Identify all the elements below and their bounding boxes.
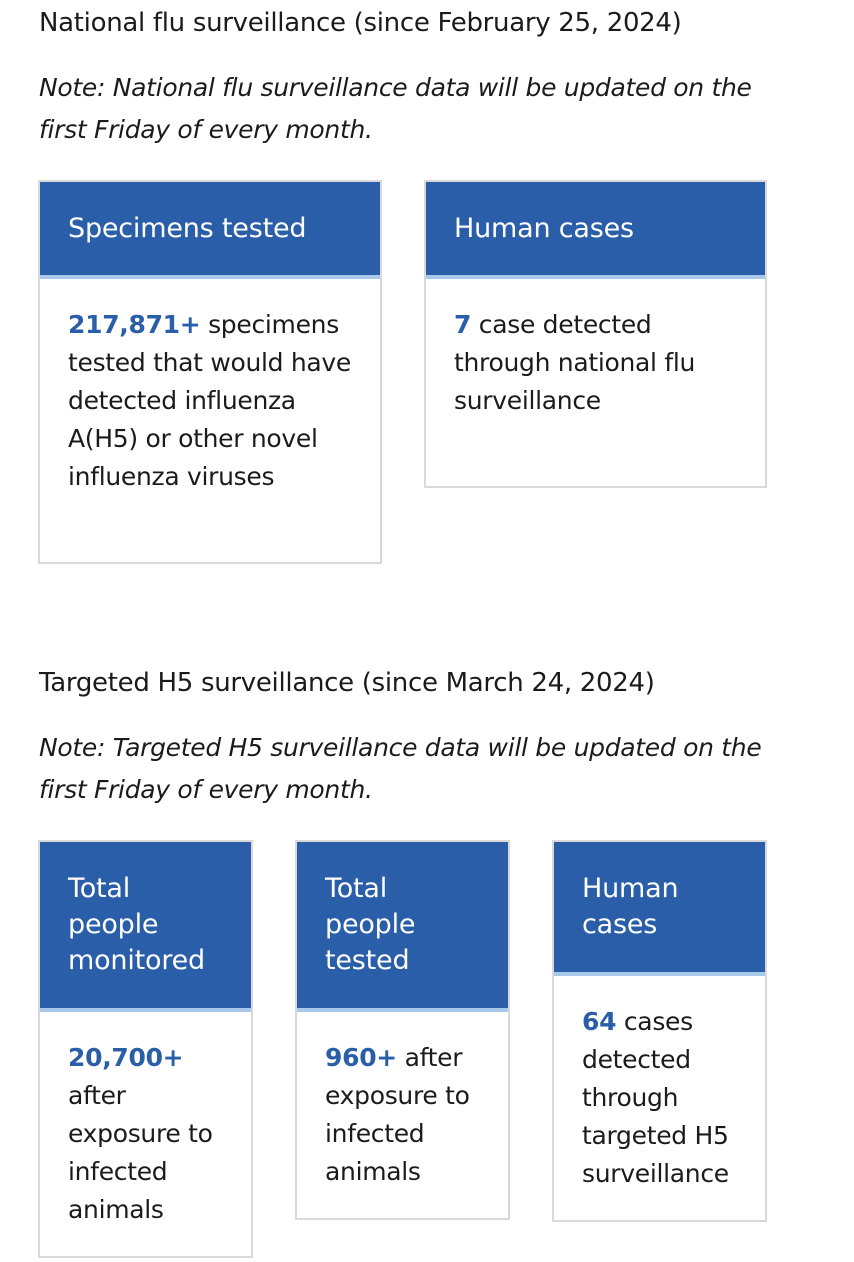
card-body bbox=[554, 976, 765, 1193]
card-body bbox=[426, 279, 765, 420]
card-body-text: specimens tested that would have detected influenza A(H5) or other novel influenza viruses bbox=[68, 310, 352, 491]
card-body bbox=[40, 279, 380, 496]
national-human-cases-card bbox=[424, 180, 767, 488]
targeted-human-cases-card bbox=[552, 840, 767, 1222]
national-human-cases-value: 7 bbox=[454, 310, 472, 339]
card-body bbox=[297, 1012, 508, 1191]
targeted-note: Note: Targeted H5 surveillance data will be updated on the first Friday of every month. bbox=[39, 733, 762, 804]
card-body-text: case detected through national flu surveillance bbox=[454, 310, 696, 415]
card-body-text: cases detected through targeted H5 surveillance bbox=[582, 1007, 729, 1188]
targeted-section-title: Targeted H5 surveillance (since March 24, 2024) bbox=[39, 668, 655, 698]
card-header: Human cases bbox=[554, 842, 765, 976]
targeted-human-cases-value: 64 bbox=[582, 1007, 617, 1036]
card-body bbox=[40, 1012, 251, 1229]
card-body-text: after exposure to infected animals bbox=[68, 1081, 213, 1224]
people-tested-value: 960+ bbox=[325, 1043, 397, 1072]
card-header: Total people tested bbox=[297, 842, 508, 1012]
card-header: Total people monitored bbox=[40, 842, 251, 1012]
specimens-tested-value: 217,871+ bbox=[68, 310, 201, 339]
card-header: Human cases bbox=[426, 182, 765, 279]
national-note: Note: National flu surveillance data will be updated on the first Friday of every month. bbox=[39, 73, 752, 144]
national-section-title: National flu surveillance (since February 25, 2024) bbox=[39, 8, 682, 38]
card-header: Specimens tested bbox=[40, 182, 380, 279]
people-monitored-card bbox=[38, 840, 253, 1258]
card-body-text: after exposure to infected animals bbox=[325, 1043, 470, 1186]
people-tested-card bbox=[295, 840, 510, 1220]
people-monitored-value: 20,700+ bbox=[68, 1043, 184, 1072]
specimens-tested-card bbox=[38, 180, 382, 564]
